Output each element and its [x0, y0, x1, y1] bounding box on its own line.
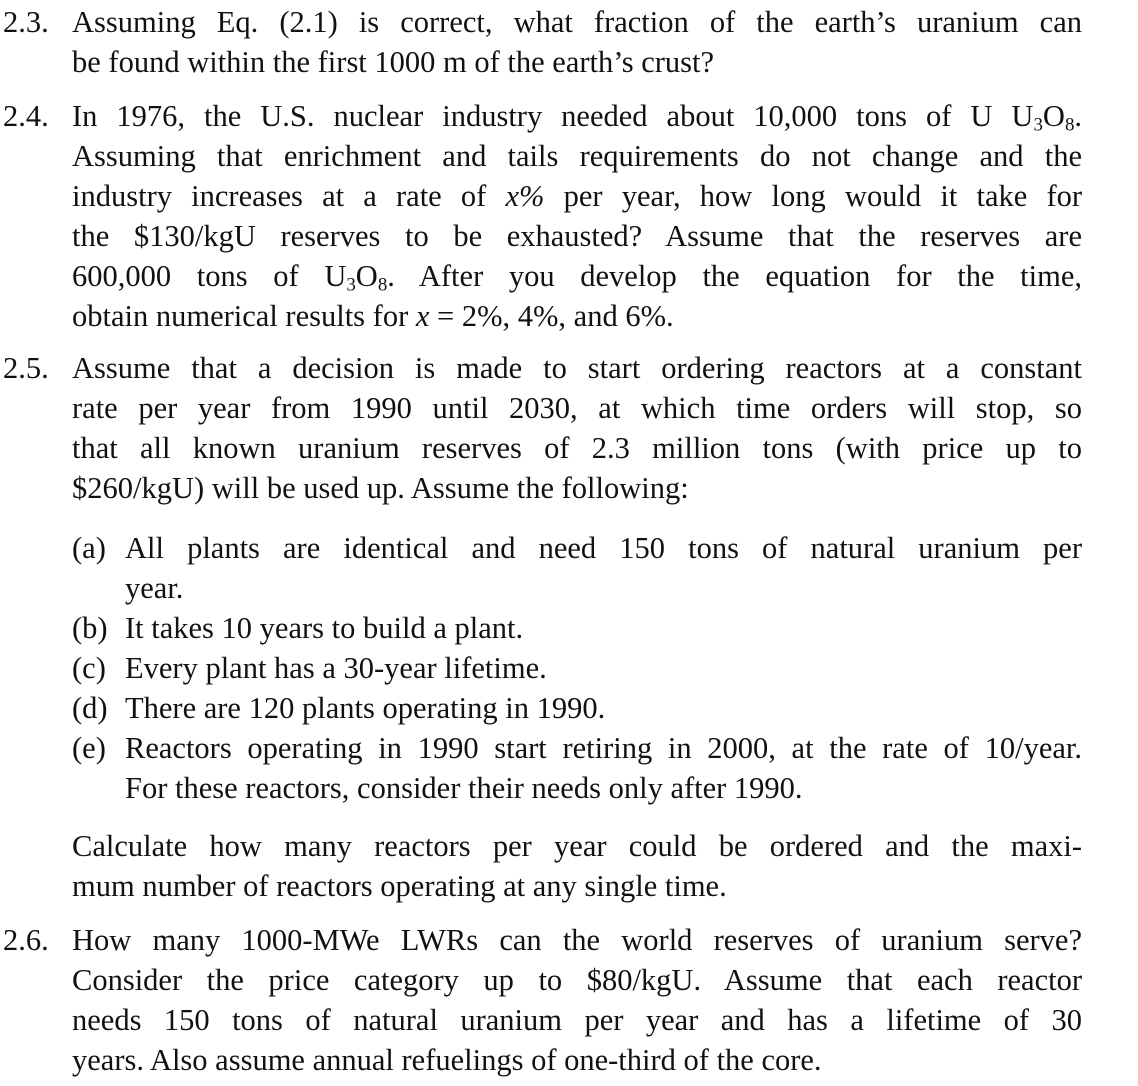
list-item-text: [125, 608, 1082, 648]
text-segment: In 1976, the U.S. nuclear industry needed about 10,000 tons of U: [72, 99, 993, 133]
chemical-formula: $U_3O_8$: [1011, 99, 1075, 136]
text-segment: 600,000 tons of U: [72, 259, 347, 293]
math-variable: x%: [505, 179, 545, 213]
problem-number: 2.5.: [3, 351, 49, 385]
problem-text: [72, 920, 1082, 1080]
list-item-text: [125, 688, 1082, 728]
list-item-label: (b): [72, 611, 108, 645]
text-line: [72, 96, 1082, 136]
text-line: Calculate how many reactors per year could be ordered and the maxi-: [72, 829, 1082, 863]
text-line: [72, 296, 1082, 336]
problem-text: [72, 826, 1082, 906]
text-segment: .: [1074, 99, 1083, 133]
text-segment: obtain numerical results for: [72, 299, 409, 333]
text-segment: industry increases at a rate of: [72, 179, 487, 213]
text-line: that all known uranium reserves of 2.3 million tons (with price up to: [72, 431, 1082, 465]
text-line: There are 120 plants operating in 1990.: [125, 691, 606, 725]
text-line: Every plant has a 30-year lifetime.: [125, 651, 547, 685]
list-item-text: [125, 528, 1082, 608]
text-line: Assuming Eq. (2.1) is correct, what fraction of the earth’s uranium can: [72, 5, 1082, 39]
text-line: It takes 10 years to build a plant.: [125, 611, 524, 645]
assumption-list: [72, 528, 1082, 808]
text-line: All plants are identical and need 150 tons of natural uranium per: [125, 531, 1082, 565]
chemical-formula: $_3O_8$: [346, 259, 388, 296]
text-segment: per year, how long would it take for: [563, 179, 1083, 213]
list-item-label: (d): [72, 691, 108, 725]
text-line: rate per year from 1990 until 2030, at which time orders will stop, so: [72, 391, 1082, 425]
list-item: [72, 608, 1082, 648]
text-segment: . After you develop the equation for the time,: [387, 259, 1082, 293]
list-item: [72, 688, 1082, 728]
list-item-text: [125, 648, 1082, 688]
text-line: How many 1000-MWe LWRs can the world reserves of uranium serve?: [72, 923, 1082, 957]
list-item: [72, 648, 1082, 688]
text-line: needs 150 tons of natural uranium per year and has a lifetime of 30: [72, 1003, 1082, 1037]
text-line: [72, 176, 1082, 216]
list-item: [72, 528, 1082, 608]
list-item-label: (a): [72, 531, 106, 565]
problem-number: 2.3.: [3, 5, 49, 39]
text-line: [72, 256, 1082, 296]
list-item-text: [125, 728, 1082, 808]
text-line: mum number of reactors operating at any single time.: [72, 869, 727, 903]
text-line: years. Also assume annual refuelings of one-third of the core.: [72, 1043, 822, 1077]
list-item: [72, 728, 1082, 808]
text-line: Consider the price category up to $80/kgU. Assume that each reactor: [72, 963, 1082, 997]
text-line: year.: [125, 571, 184, 605]
problem-text: [72, 348, 1082, 508]
math-variable: x: [415, 299, 430, 333]
text-line: Assume that a decision is made to start ordering reactors at a constant: [72, 351, 1082, 385]
text-line: For these reactors, consider their needs only after 1990.: [125, 771, 803, 805]
text-segment: = 2%, 4%, and 6%.: [437, 299, 674, 333]
list-item-label: (c): [72, 651, 106, 685]
text-line: Reactors operating in 1990 start retiring in 2000, at the rate of 10/year.: [125, 731, 1082, 765]
list-item-label: (e): [72, 731, 106, 765]
problem-number: 2.6.: [3, 923, 49, 957]
text-line: Assuming that enrichment and tails requirements do not change and the: [72, 139, 1082, 173]
text-line: the $130/kgU reserves to be exhausted? Assume that the reserves are: [72, 219, 1082, 253]
text-line: $260/kgU) will be used up. Assume the following:: [72, 471, 689, 505]
problem-text: [72, 2, 1082, 82]
text-line: be found within the first 1000 m of the earth’s crust?: [72, 45, 715, 79]
problem-text: [72, 96, 1082, 336]
problem-number: 2.4.: [3, 99, 49, 133]
